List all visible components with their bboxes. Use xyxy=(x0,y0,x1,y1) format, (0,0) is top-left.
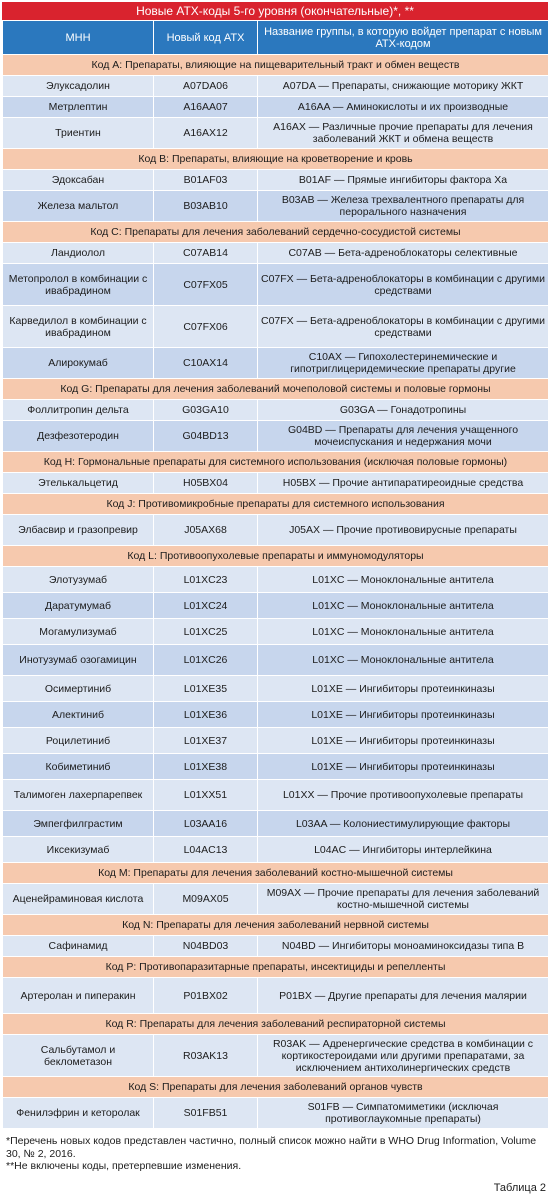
cell-inn: Фенилэфрин и кеторолак xyxy=(3,1098,154,1129)
cell-inn: Фоллитропин дельта xyxy=(3,400,154,421)
table-row xyxy=(3,567,549,593)
atc-codes-table xyxy=(2,20,549,1129)
cell-atc-code: L01XC23 xyxy=(154,567,258,593)
cell-atc-code: A16AX12 xyxy=(154,118,258,149)
footnotes xyxy=(2,1129,548,1173)
cell-group-name: L01XC — Моноклональные антитела xyxy=(258,593,549,619)
cell-inn: Железа мальтол xyxy=(3,191,154,222)
group-label: Код J: Противомикробные препараты для системного использования xyxy=(3,494,549,515)
cell-group-name: L01XC — Моноклональные антитела xyxy=(258,645,549,676)
cell-group-name: C10AX — Гипохолестеринемические и гипотриглицеридемические препараты другие xyxy=(258,348,549,379)
cell-group-name: P01BX — Другие препараты для лечения малярии xyxy=(258,978,549,1014)
group-header-row xyxy=(3,546,549,567)
cell-group-name: L01XE — Ингибиторы протеинкиназы xyxy=(258,754,549,780)
group-label: Код A: Препараты, влияющие на пищеварительный тракт и обмен веществ xyxy=(3,55,549,76)
group-label: Код P: Противопаразитарные препараты, инсектициды и репелленты xyxy=(3,957,549,978)
cell-atc-code: B03AB10 xyxy=(154,191,258,222)
cell-inn: Дезфезотеродин xyxy=(3,421,154,452)
cell-inn: Даратумумаб xyxy=(3,593,154,619)
cell-inn: Триентин xyxy=(3,118,154,149)
cell-inn: Метрлептин xyxy=(3,97,154,118)
table-row xyxy=(3,264,549,306)
group-label: Код B: Препараты, влияющие на кроветворение и кровь xyxy=(3,149,549,170)
cell-atc-code: L01XE35 xyxy=(154,676,258,702)
cell-inn: Артеролан и пиперакин xyxy=(3,978,154,1014)
cell-group-name: G04BD — Препараты для лечения учащенного мочеиспускания и недержания мочи xyxy=(258,421,549,452)
cell-group-name: L03AA — Колониестимулирующие факторы xyxy=(258,811,549,837)
cell-inn: Аценейраминовая кислота xyxy=(3,884,154,915)
cell-inn: Кобиметиниб xyxy=(3,754,154,780)
cell-atc-code: P01BX02 xyxy=(154,978,258,1014)
group-header-row xyxy=(3,1014,549,1035)
cell-atc-code: L04AC13 xyxy=(154,837,258,863)
table-row xyxy=(3,780,549,811)
cell-inn: Ландиолол xyxy=(3,243,154,264)
group-header-row xyxy=(3,1077,549,1098)
cell-group-name: A16AA — Аминокислоты и их производные xyxy=(258,97,549,118)
table-row xyxy=(3,884,549,915)
cell-group-name: L04AC — Ингибиторы интерлейкина xyxy=(258,837,549,863)
cell-atc-code: G03GA10 xyxy=(154,400,258,421)
table-row xyxy=(3,619,549,645)
header-group-name: Название группы, в которую войдет препарат с новым АТХ-кодом xyxy=(258,21,549,55)
cell-inn: Инотузумаб озогамицин xyxy=(3,645,154,676)
cell-atc-code: R03AK13 xyxy=(154,1035,258,1077)
cell-atc-code: S01FB51 xyxy=(154,1098,258,1129)
cell-inn: Эдоксабан xyxy=(3,170,154,191)
table-row xyxy=(3,421,549,452)
cell-group-name: L01XE — Ингибиторы протеинкиназы xyxy=(258,702,549,728)
table-row xyxy=(3,728,549,754)
cell-atc-code: M09AX05 xyxy=(154,884,258,915)
group-label: Код G: Препараты для лечения заболеваний мочеполовой системы и половые гормоны xyxy=(3,379,549,400)
cell-group-name: B03AB — Железа трехвалентного препараты для перорального назначения xyxy=(258,191,549,222)
table-row xyxy=(3,515,549,546)
table-row xyxy=(3,645,549,676)
group-label: Код S: Препараты для лечения заболеваний органов чувств xyxy=(3,1077,549,1098)
cell-group-name: C07FX — Бета-адреноблокаторы в комбинации с другими средствами xyxy=(258,306,549,348)
footnote-2: **Не включены коды, претерпевшие изменения. xyxy=(6,1160,242,1172)
cell-group-name: L01XE — Ингибиторы протеинкиназы xyxy=(258,676,549,702)
cell-inn: Карведилол в комбинации с ивабрадином xyxy=(3,306,154,348)
cell-inn: Элотузумаб xyxy=(3,567,154,593)
cell-atc-code: C07FX05 xyxy=(154,264,258,306)
cell-inn: Роцилетиниб xyxy=(3,728,154,754)
cell-atc-code: L01XE37 xyxy=(154,728,258,754)
cell-atc-code: B01AF03 xyxy=(154,170,258,191)
header-new-code: Новый код АТХ xyxy=(154,21,258,55)
cell-inn: Алектиниб xyxy=(3,702,154,728)
table-row xyxy=(3,1035,549,1077)
table-row xyxy=(3,754,549,780)
cell-atc-code: L01XC25 xyxy=(154,619,258,645)
cell-inn: Алирокумаб xyxy=(3,348,154,379)
cell-inn: Осимертиниб xyxy=(3,676,154,702)
cell-atc-code: L01XE38 xyxy=(154,754,258,780)
table-title: Новые АТХ-коды 5-го уровня (окончательные)*, ** xyxy=(2,2,548,20)
table-row xyxy=(3,473,549,494)
cell-group-name: N04BD — Ингибиторы моноаминоксидазы типа B xyxy=(258,936,549,957)
table-row xyxy=(3,191,549,222)
cell-inn: Иксекизумаб xyxy=(3,837,154,863)
cell-group-name: M09AX — Прочие препараты для лечения заболеваний костно-мышечной системы xyxy=(258,884,549,915)
cell-atc-code: C07AB14 xyxy=(154,243,258,264)
group-header-row xyxy=(3,957,549,978)
group-label: Код C: Препараты для лечения заболеваний сердечно-сосудистой системы xyxy=(3,222,549,243)
cell-atc-code: G04BD13 xyxy=(154,421,258,452)
group-header-row xyxy=(3,222,549,243)
cell-atc-code: H05BX04 xyxy=(154,473,258,494)
footnote-1: *Перечень новых кодов представлен частично, полный список можно найти в WHO Drug Information, Volume 30, № 2, 2016. xyxy=(6,1135,537,1160)
group-header-row xyxy=(3,379,549,400)
cell-group-name: J05AX — Прочие противовирусные препараты xyxy=(258,515,549,546)
atc-table-figure xyxy=(2,2,548,1173)
cell-group-name: G03GA — Гонадотропины xyxy=(258,400,549,421)
cell-group-name: L01XX — Прочие противоопухолевые препараты xyxy=(258,780,549,811)
cell-group-name: R03AK — Адренергические средства в комбинации с кортикостероидами или другими препаратами, за исключением антихолинергических средств xyxy=(258,1035,549,1077)
table-row xyxy=(3,170,549,191)
group-header-row xyxy=(3,55,549,76)
table-row xyxy=(3,76,549,97)
cell-atc-code: C07FX06 xyxy=(154,306,258,348)
cell-group-name: S01FB — Симпатомиметики (исключая противоглаукомные препараты) xyxy=(258,1098,549,1129)
cell-group-name: B01AF — Прямые ингибиторы фактора Ха xyxy=(258,170,549,191)
cell-group-name: H05BX — Прочие антипаратиреоидные средства xyxy=(258,473,549,494)
cell-inn: Эмпегфилграстим xyxy=(3,811,154,837)
table-row xyxy=(3,348,549,379)
cell-group-name: L01XE — Ингибиторы протеинкиназы xyxy=(258,728,549,754)
group-label: Код H: Гормональные препараты для системного использования (исключая половые гормоны) xyxy=(3,452,549,473)
cell-group-name: C07AB — Бета-адреноблокаторы селективные xyxy=(258,243,549,264)
group-label: Код R: Препараты для лечения заболеваний респираторной системы xyxy=(3,1014,549,1035)
cell-atc-code: A16AA07 xyxy=(154,97,258,118)
group-label: Код L: Противоопухолевые препараты и иммуномодуляторы xyxy=(3,546,549,567)
cell-inn: Сафинамид xyxy=(3,936,154,957)
table-row xyxy=(3,978,549,1014)
table-row xyxy=(3,306,549,348)
table-row xyxy=(3,593,549,619)
table-row xyxy=(3,243,549,264)
table-row xyxy=(3,97,549,118)
group-header-row xyxy=(3,149,549,170)
cell-inn: Элбасвир и гразопревир xyxy=(3,515,154,546)
cell-inn: Этелькальцетид xyxy=(3,473,154,494)
table-row xyxy=(3,676,549,702)
table-row xyxy=(3,837,549,863)
table-row xyxy=(3,1098,549,1129)
header-inn: МНН xyxy=(3,21,154,55)
header-row xyxy=(3,21,549,55)
group-label: Код M: Препараты для лечения заболеваний костно-мышечной системы xyxy=(3,863,549,884)
group-header-row xyxy=(3,452,549,473)
cell-group-name: L01XC — Моноклональные антитела xyxy=(258,567,549,593)
cell-atc-code: C10AX14 xyxy=(154,348,258,379)
table-body xyxy=(3,55,549,1129)
cell-atc-code: A07DA06 xyxy=(154,76,258,97)
cell-inn: Сальбутамол и беклометазон xyxy=(3,1035,154,1077)
group-label: Код N: Препараты для лечения заболеваний нервной системы xyxy=(3,915,549,936)
table-number: Таблица 2 xyxy=(493,1182,546,1194)
group-header-row xyxy=(3,863,549,884)
table-row xyxy=(3,118,549,149)
cell-atc-code: N04BD03 xyxy=(154,936,258,957)
cell-inn: Могамулизумаб xyxy=(3,619,154,645)
cell-group-name: C07FX — Бета-адреноблокаторы в комбинации с другими средствами xyxy=(258,264,549,306)
cell-inn: Метопролол в комбинации с ивабрадином xyxy=(3,264,154,306)
cell-group-name: L01XC — Моноклональные антитела xyxy=(258,619,549,645)
table-row xyxy=(3,811,549,837)
table-row xyxy=(3,702,549,728)
table-row xyxy=(3,400,549,421)
cell-group-name: A16AX — Различные прочие препараты для лечения заболеваний ЖКТ и обмена веществ xyxy=(258,118,549,149)
cell-inn: Талимоген лахерпарепвек xyxy=(3,780,154,811)
cell-atc-code: L03AA16 xyxy=(154,811,258,837)
cell-atc-code: L01XX51 xyxy=(154,780,258,811)
cell-atc-code: J05AX68 xyxy=(154,515,258,546)
cell-inn: Элуксадолин xyxy=(3,76,154,97)
cell-atc-code: L01XC24 xyxy=(154,593,258,619)
table-row xyxy=(3,936,549,957)
cell-atc-code: L01XE36 xyxy=(154,702,258,728)
group-header-row xyxy=(3,494,549,515)
cell-atc-code: L01XC26 xyxy=(154,645,258,676)
cell-group-name: A07DA — Препараты, снижающие моторику ЖКТ xyxy=(258,76,549,97)
group-header-row xyxy=(3,915,549,936)
